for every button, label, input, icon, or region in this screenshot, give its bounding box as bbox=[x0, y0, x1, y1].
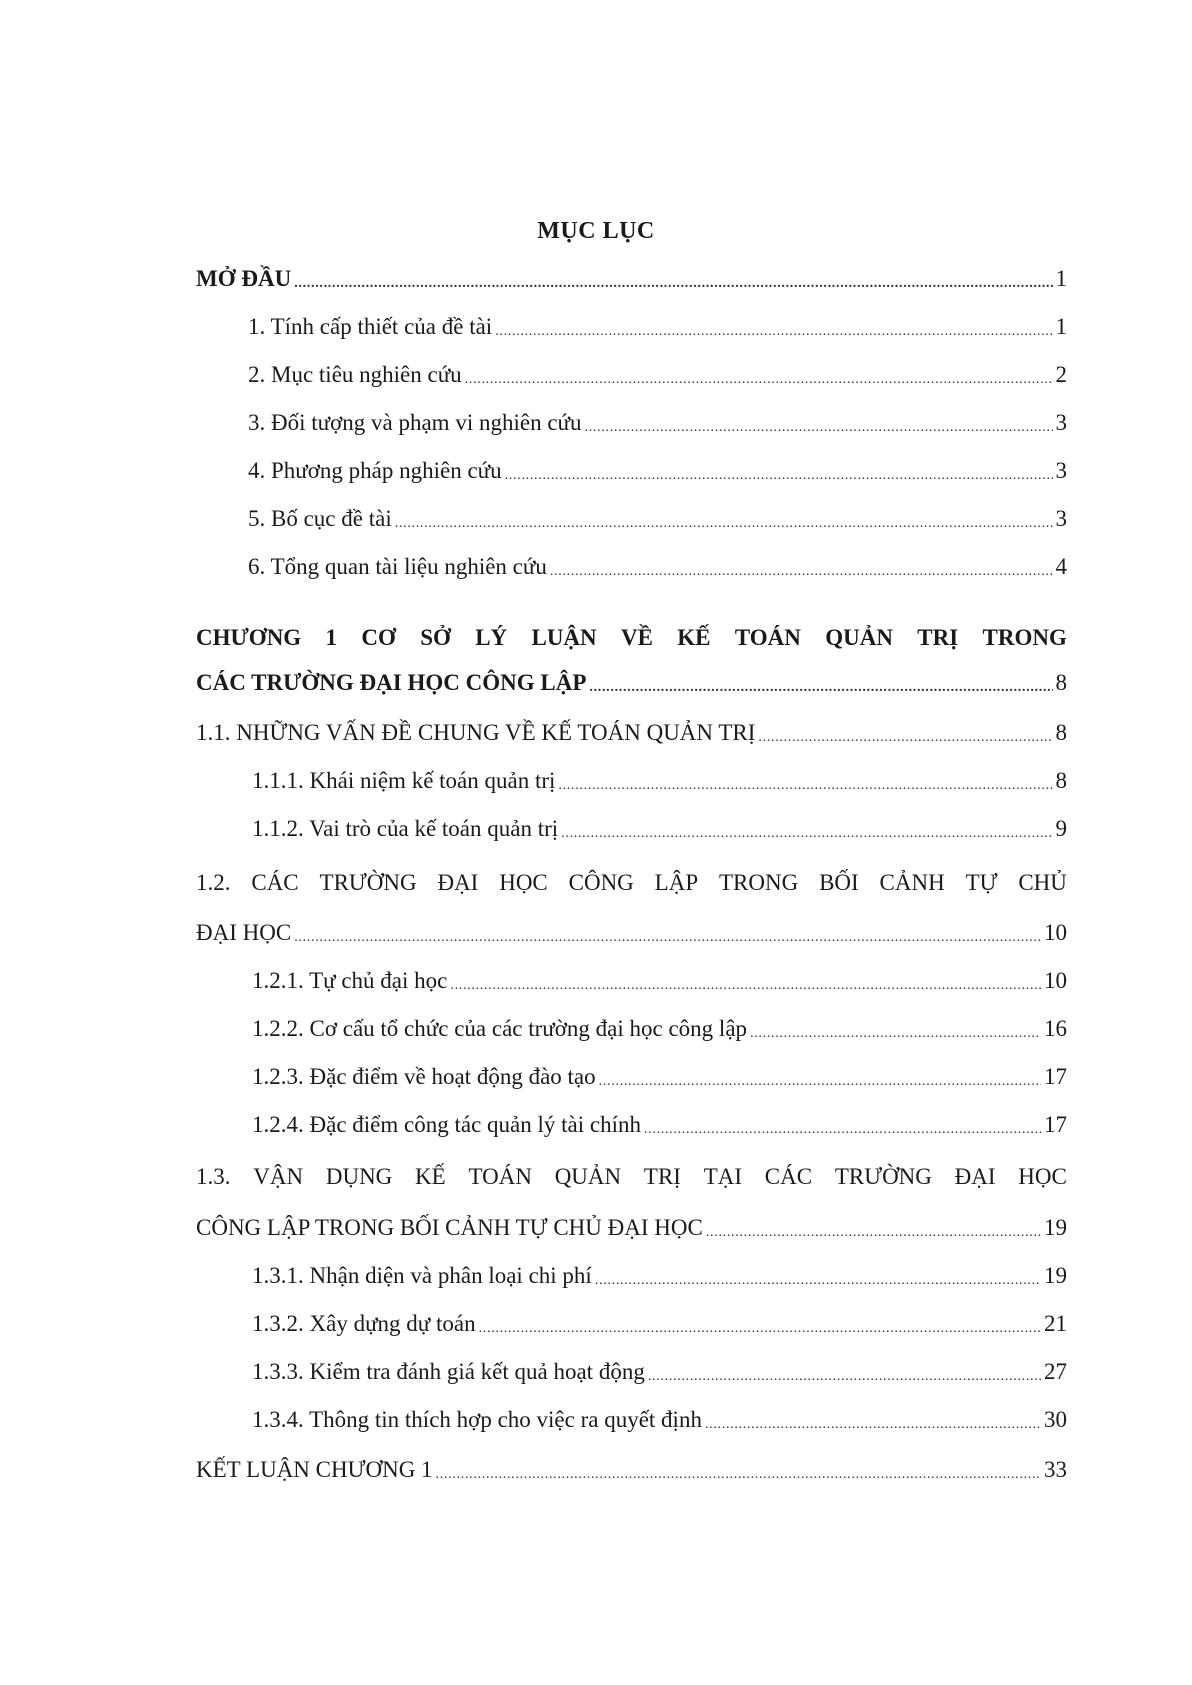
toc-entry-page: 3 bbox=[1055, 506, 1067, 531]
toc-entry-text: 6. Tổng quan tài liệu nghiên cứu bbox=[248, 554, 547, 579]
dot-leader bbox=[595, 1256, 1041, 1296]
heading-word: 1.2. bbox=[196, 870, 231, 895]
toc-entry[interactable] bbox=[248, 547, 1067, 587]
dot-leader bbox=[550, 547, 1053, 587]
toc-entry-text: 4. Phương pháp nghiên cứu bbox=[248, 458, 502, 483]
dot-leader bbox=[750, 1009, 1041, 1049]
toc-entry[interactable] bbox=[248, 403, 1067, 443]
toc-entry-page: 1 bbox=[1055, 266, 1067, 291]
toc-entry-text: 1.3.3. Kiểm tra đánh giá kết quả hoạt động bbox=[252, 1359, 645, 1384]
heading-word: TRỊ bbox=[643, 1164, 681, 1189]
dot-leader bbox=[479, 1304, 1041, 1344]
toc-entry[interactable] bbox=[248, 499, 1067, 539]
dot-leader bbox=[561, 809, 1052, 849]
dot-leader bbox=[465, 355, 1053, 395]
toc-entry[interactable] bbox=[252, 1400, 1067, 1440]
toc-entry[interactable] bbox=[252, 961, 1067, 1001]
heading-word: CHỦ bbox=[1018, 870, 1067, 895]
heading-word: QUẢN bbox=[554, 1164, 622, 1189]
dot-leader bbox=[294, 913, 1041, 953]
dot-leader bbox=[706, 1208, 1041, 1248]
toc-entry-page: 17 bbox=[1044, 1112, 1067, 1137]
dot-leader bbox=[648, 1352, 1041, 1392]
heading-word: LẬP bbox=[654, 870, 699, 895]
heading-word: CẢNH bbox=[879, 870, 945, 895]
toc-section-heading[interactable] bbox=[196, 1157, 1067, 1197]
heading-word: KẾ bbox=[677, 625, 711, 650]
toc-entry-page: 19 bbox=[1044, 1263, 1067, 1288]
toc-entry[interactable] bbox=[252, 1057, 1067, 1097]
toc-entry-chapter[interactable] bbox=[196, 663, 1067, 703]
dot-leader bbox=[436, 1450, 1041, 1490]
toc-entry-page: 10 bbox=[1044, 920, 1067, 945]
dot-leader bbox=[395, 499, 1053, 539]
toc-entry[interactable] bbox=[252, 1304, 1067, 1344]
heading-word: TOÁN bbox=[734, 625, 801, 650]
toc-entry-text: 1.3.4. Thông tin thích hợp cho việc ra quyết định bbox=[252, 1407, 702, 1432]
toc-entry-text: ĐẠI HỌC bbox=[196, 920, 292, 945]
toc-entry-text: 1.1.2. Vai trò của kế toán quản trị bbox=[252, 816, 559, 841]
heading-word: HỌC bbox=[499, 870, 548, 895]
toc-entry-intro[interactable] bbox=[196, 259, 1067, 299]
toc-chapter-heading[interactable] bbox=[196, 618, 1067, 658]
heading-word: DỤNG bbox=[325, 1164, 393, 1189]
toc-entry-text: MỞ ĐẦU bbox=[196, 266, 292, 291]
heading-word: CÔNG bbox=[568, 870, 634, 895]
dot-leader bbox=[505, 451, 1053, 491]
toc-entry-section[interactable] bbox=[196, 1208, 1067, 1248]
toc-entry-text: 3. Đối tượng và phạm vi nghiên cứu bbox=[248, 410, 582, 435]
toc-entry-page: 8 bbox=[1055, 670, 1067, 695]
toc-entry[interactable] bbox=[252, 809, 1067, 849]
heading-word: TRỊ bbox=[917, 625, 959, 650]
toc-entry[interactable] bbox=[248, 355, 1067, 395]
toc-entry-page: 2 bbox=[1055, 362, 1067, 387]
heading-word: ĐẠI bbox=[437, 870, 479, 895]
dot-leader bbox=[599, 1057, 1041, 1097]
heading-word: TOÁN bbox=[468, 1164, 532, 1189]
toc-entry-text: 1.2.2. Cơ cấu tổ chức của các trường đại học công lập bbox=[252, 1016, 748, 1041]
heading-word: TRONG bbox=[982, 625, 1067, 650]
toc-entry[interactable] bbox=[252, 1105, 1067, 1145]
dot-leader bbox=[585, 403, 1053, 443]
toc-entry[interactable] bbox=[252, 1009, 1067, 1049]
heading-word: SỞ bbox=[420, 625, 451, 650]
dot-leader bbox=[450, 961, 1041, 1001]
toc-entry-text: CÔNG LẬP TRONG BỐI CẢNH TỰ CHỦ ĐẠI HỌC bbox=[196, 1215, 703, 1240]
toc-entry-page: 8 bbox=[1055, 768, 1067, 793]
toc-entry-page: 4 bbox=[1055, 554, 1067, 579]
toc-entry-page: 3 bbox=[1055, 410, 1067, 435]
heading-word: 1 bbox=[325, 625, 338, 650]
toc-entry-text: 5. Bố cục đề tài bbox=[248, 506, 392, 531]
dot-leader bbox=[644, 1105, 1041, 1145]
toc-entry-text: 1.1. NHỮNG VẤN ĐỀ CHUNG VỀ KẾ TOÁN QUẢN TRỊ bbox=[196, 720, 756, 745]
toc-entry-page: 10 bbox=[1044, 968, 1067, 993]
toc-title: MỤC LỤC bbox=[537, 218, 655, 244]
heading-word: TRƯỜNG bbox=[319, 870, 417, 895]
toc-entry[interactable] bbox=[252, 1256, 1067, 1296]
heading-word: TẠI bbox=[703, 1164, 743, 1189]
heading-word: ĐẠI bbox=[954, 1164, 996, 1189]
toc-entry-text: 1.2.3. Đặc điểm về hoạt động đào tạo bbox=[252, 1064, 596, 1089]
toc-entry-page: 30 bbox=[1044, 1407, 1067, 1432]
toc-entry-page: 17 bbox=[1044, 1064, 1067, 1089]
toc-entry-section[interactable] bbox=[196, 713, 1067, 753]
toc-entry-page: 8 bbox=[1055, 720, 1067, 745]
toc-entry-text: 1. Tính cấp thiết của đề tài bbox=[248, 314, 493, 339]
heading-word: HỌC bbox=[1018, 1164, 1067, 1189]
toc-entry-page: 33 bbox=[1044, 1457, 1067, 1482]
toc-entry[interactable] bbox=[252, 761, 1067, 801]
dot-leader bbox=[589, 663, 1052, 703]
heading-word: VỀ bbox=[620, 625, 653, 650]
dot-leader bbox=[495, 307, 1052, 347]
heading-word: CÁC bbox=[764, 1164, 813, 1189]
toc-entry-text: 1.2.1. Tự chủ đại học bbox=[252, 968, 448, 993]
heading-word: TRONG bbox=[718, 870, 799, 895]
heading-word: LÝ bbox=[475, 625, 508, 650]
toc-entry-page: 21 bbox=[1044, 1311, 1067, 1336]
toc-entry-text: 1.3.1. Nhận diện và phân loại chi phí bbox=[252, 1263, 592, 1288]
heading-word: LUẬN bbox=[531, 625, 597, 650]
toc-entry[interactable] bbox=[252, 1352, 1067, 1392]
toc-section-heading[interactable] bbox=[196, 863, 1067, 903]
dot-leader bbox=[558, 761, 1052, 801]
toc-entry-page: 19 bbox=[1044, 1215, 1067, 1240]
toc-entry-text: 1.3.2. Xây dựng dự toán bbox=[252, 1311, 476, 1336]
toc-entry[interactable] bbox=[248, 451, 1067, 491]
toc-entry-text: 1.1.1. Khái niệm kế toán quản trị bbox=[252, 768, 556, 793]
heading-word: CƠ bbox=[361, 625, 396, 650]
heading-word: BỐI bbox=[819, 870, 859, 895]
toc-entry-text: 1.2.4. Đặc điểm công tác quản lý tài chính bbox=[252, 1112, 641, 1137]
toc-entry-page: 3 bbox=[1055, 458, 1067, 483]
toc-entry-text: KẾT LUẬN CHƯƠNG 1 bbox=[196, 1457, 433, 1482]
heading-word: TỰ bbox=[965, 870, 998, 895]
heading-word: QUẢN bbox=[825, 625, 893, 650]
heading-word: 1.3. bbox=[196, 1164, 231, 1189]
toc-entry-page: 27 bbox=[1044, 1359, 1067, 1384]
dot-leader bbox=[705, 1400, 1041, 1440]
heading-word: KẾ bbox=[415, 1164, 446, 1189]
toc-entry[interactable] bbox=[248, 307, 1067, 347]
dot-leader bbox=[294, 259, 1052, 299]
toc-entry-text: CÁC TRƯỜNG ĐẠI HỌC CÔNG LẬP bbox=[196, 670, 587, 695]
toc-entry-section[interactable] bbox=[196, 913, 1067, 953]
heading-word: CHƯƠNG bbox=[196, 625, 302, 650]
toc-entry-page: 1 bbox=[1055, 314, 1067, 339]
heading-word: TRƯỜNG bbox=[834, 1164, 932, 1189]
dot-leader bbox=[758, 713, 1052, 753]
toc-entry-page: 16 bbox=[1044, 1016, 1067, 1041]
toc-entry-text: 2. Mục tiêu nghiên cứu bbox=[248, 362, 462, 387]
toc-entry-conclusion[interactable] bbox=[196, 1450, 1067, 1490]
heading-word: VẬN bbox=[253, 1164, 304, 1189]
heading-word: CÁC bbox=[251, 870, 299, 895]
toc-entry-page: 9 bbox=[1055, 816, 1067, 841]
